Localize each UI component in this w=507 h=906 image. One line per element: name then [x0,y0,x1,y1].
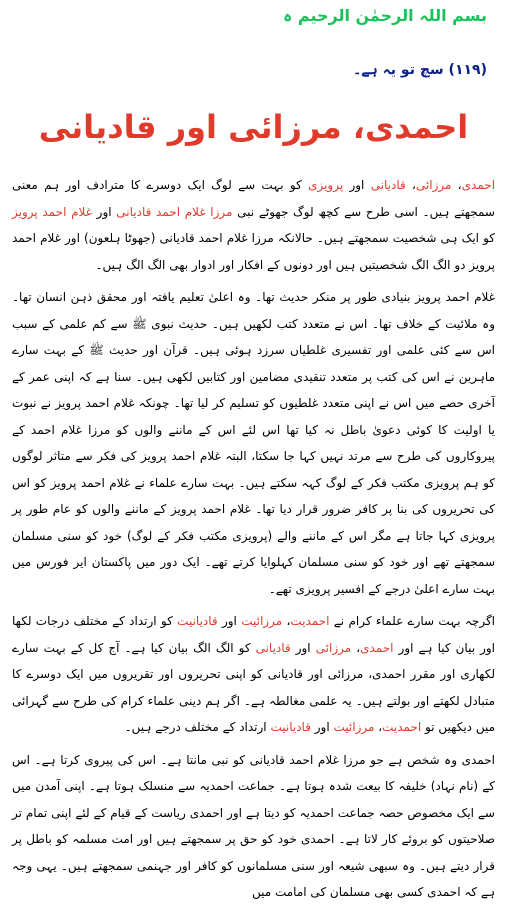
highlighted-term: احمدیت [382,720,422,734]
highlighted-term: غلام احمد پرویز [12,204,92,219]
paragraph-1 [12,172,495,278]
highlighted-term: مرزائیت [241,614,283,628]
bismillah-heading: بسم اللہ الرحمٰن الرحیم ہ [282,6,487,25]
highlighted-term: مرزا غلام احمد قادیانی [116,204,233,219]
paragraph-text: ، [374,720,383,734]
highlighted-term: قادیانی [255,640,291,655]
paragraph-text: ارتداد کے مختلف درجے ہیں۔ [124,720,271,734]
highlighted-term: پرویزی [308,178,344,192]
paragraph-text: اور [343,178,371,192]
section-number-heading: (۱۱۹) سچ تو یہ ہے۔ [353,62,487,78]
paragraph-text: کو بہت سے لوگ ایک دوسرے کا مترادف اور ہم معنی سمجھتے ہیں۔ اسی طرح سے کچھ لوگ جھوٹے نبی [12,178,495,219]
paragraph-text: کو ارتداد کے مختلف درجات لکھا اور بیان کیا ہے اور [12,614,496,655]
paragraph-text: ، [405,178,416,192]
highlighted-term: مرزائی [415,178,452,192]
highlighted-term: احمدی [360,640,394,655]
paragraph-text: ، [282,614,291,628]
highlighted-term: احمدیت [290,614,330,628]
highlighted-term: قادیانی [370,178,406,192]
paragraph-text: اور [217,614,242,628]
highlighted-term: مرزائی [315,640,352,655]
highlighted-term: احمدی [461,178,496,192]
paragraph-text: اور [310,720,334,734]
paragraph-text: احمدی وہ شخص ہے جو مرزا غلام احمد قادیانی کو نبی مانتا ہے۔ اس کی پیروی کرتا ہے۔ اس کے (نام نہاد) خلیفہ کا بیعت شدہ ہوتا ہے۔ جماعت احمدیہ سے منسلک ہوتا ہے۔ اپنی آمدن میں سے ایک مخصوص حصہ جماعت احمدیہ کو دیتا ہے اور احمدی ریاست کے قیام کے لئے اپنی تمام تر صلاحیتوں کو بروئے کار لاتا ہے۔ احمدی خود کو حق پر سمجھتے ہیں اور امت مسلمہ کو باطل پر قرار دیتے ہیں۔ وہ سبھی شیعہ اور سنی مسلمانوں کو کافر اور جہنمی سمجھتے ہیں۔ یہی وجہ ہے کہ احمدی کسی بھی مسلمان کی امامت میں [12,752,495,899]
paragraph-text: کو ایک ہی شخصیت سمجھتے ہیں۔ حالانکہ مرزا غلام احمد قادیانی (جھوٹا ہلعون) اور غلام احمد پرویز دو الگ الگ شخصیتیں ہیں اور دونوں کے افکار اور ادوار بھی الگ الگ ہیں۔ [12,231,495,272]
paragraph-3 [12,608,495,741]
paragraph-text: اگرچہ بہت سارے علماء کرام نے [329,614,495,628]
highlighted-term: قادیانیت [177,614,218,628]
paragraph-text: کو الگ الگ بیان کیا ہے۔ آج کل کے بہت سارے لکھاری اور مقرر احمدی، مرزائی اور قادیانی کو اپنی تحریروں اور تقریروں میں ایک دوسرے کا متبادل لکھتے اور بولتے ہیں۔ یہ علمی مغالطہ ہے۔ اگر ہم دینی علماء کرام کی طرح سے گہرائی میں دیکھیں تو [12,640,495,734]
highlighted-term: قادیانیت [270,720,311,734]
highlighted-term: مرزائیت [333,720,375,734]
paragraph-text: ، [451,178,462,192]
paragraph-text: اور [91,204,117,219]
article-body [12,172,496,899]
paragraph-4 [12,747,495,906]
paragraph-text: اور [290,640,316,655]
page-title: احمدی، مرزائی اور قادیانی [38,108,469,146]
paragraph-2 [12,284,495,602]
paragraph-text: ، [351,640,361,655]
paragraph-text: غلام احمد پرویز بنیادی طور پر منکر حدیث تھا۔ وہ اعلیٰ تعلیم یافتہ اور محقق ذہن انسان تھا۔ وہ ملائیت کے خلاف تھا۔ اس نے متعدد کتب لکھیں ہیں۔ حدیث نبوی ﷺ سے کم علمی کے سبب اس سے کئی علمی اور تفسیری غلطیاں سرزد ہوئی ہیں۔ قرآن اور حدیث ﷺ کے بہت سارے ماہرین نے اس کی کتب پر متعدد تنقیدی مضامین اور کتابیں لکھی ہیں۔ سنا ہے کہ اپنی عمر کے آخری حصے میں اس نے اپنی متعدد غلطیوں کو تسلیم کر لیا تھا۔ چونکہ غلام احمد پرویز نے نبوت یا اولیت کا کوئی دعویٰ باطل نہ کیا تھا اس لئے اس کے ماننے والوں کو مرزا غلام احمد کے پیروکاروں کی طرح سے مرتد نہیں کہا جا سکتا، البتہ غلام احمد پرویز کی فکر سے متاثر لوگوں کو ہم پرویزی مکتب فکر کے لوگ کہہ سکتے ہیں۔ بہت سارے علماء نے غلام احمد پرویز کو اس کی تحریروں کی بنا پر کافر ضرور قرار دیا تھا۔ غلام احمد پرویز کے ماننے والوں کو عام طور پر پرویزی کہا جاتا ہے مگر اس کے ماننے والے (پرویزی مکتب فکر کے لوگ) خود کو سنی مسلمان سمجھتے تھے اور خود کو سنی مسلمان کہلوایا کرتے تھے۔ ایک دور میں پاکستان ایر فورس میں بہت سارے اعلیٰ درجے کے افسیر پرویزی تھے۔ [12,290,495,596]
